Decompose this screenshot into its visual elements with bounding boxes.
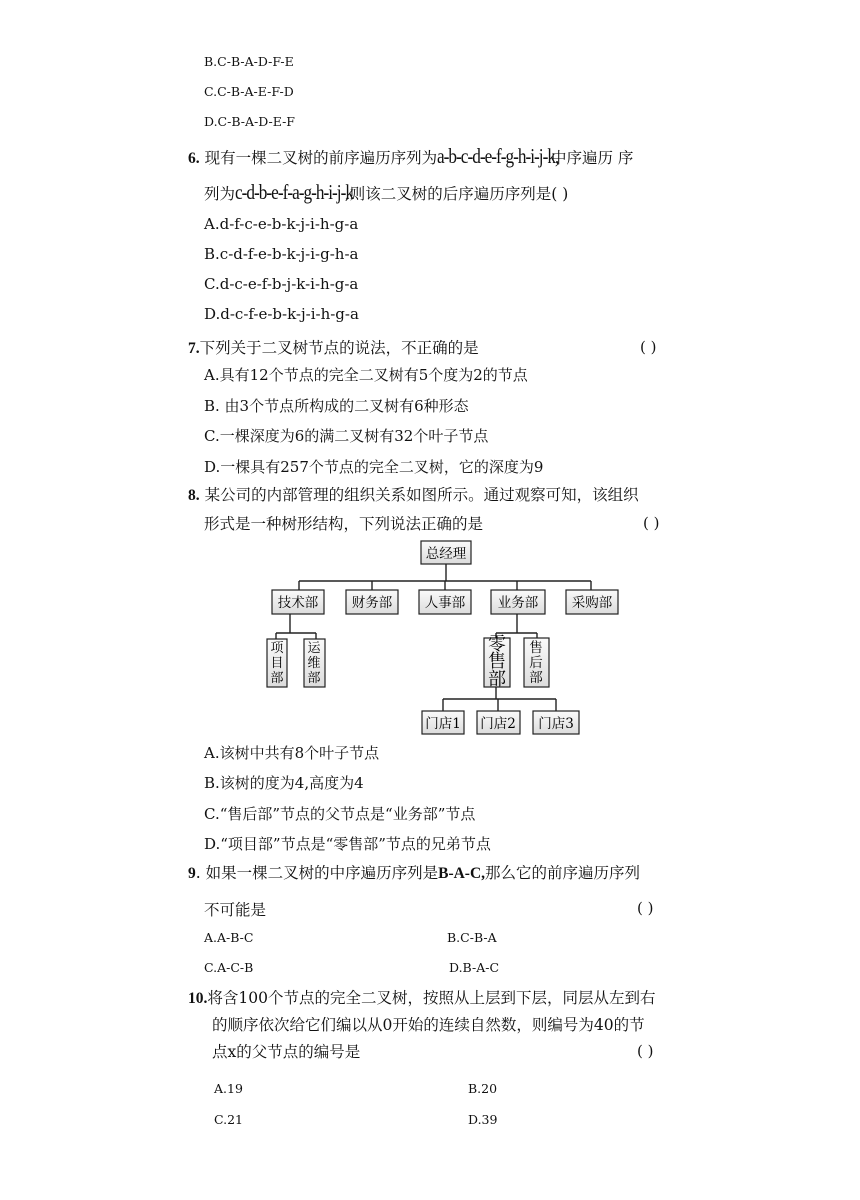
org-dept-hr: 人事部 [424,595,466,611]
org-dept-finance: 财务部 [351,595,393,611]
q6-option-d: D.d-c-f-e-b-k-j-i-h-g-a [204,305,359,323]
q6-inorder-seq: c-d-b-e-f-a-g-h-i-j-k [235,180,353,204]
q9-inorder-seq: B-A-C, [438,865,486,882]
q7-number: 7. [188,340,200,357]
q10-option-c: C.21 [214,1112,243,1127]
q10-number: 10. [188,990,208,1007]
q10-stem-line3: 点x的父节点的编号是 [212,1043,361,1061]
q6-text-3: 列为 [204,185,236,203]
org-store-1: 门店1 [425,716,461,732]
q7-option-d: D.一棵具有257个节点的完全二叉树，它的深度为9 [204,458,544,476]
q9-option-d: D.B-A-C [449,960,500,975]
q6-text-4: ,则该二叉树的后序遍历序列是( ) [344,185,569,203]
org-chart [0,535,860,745]
q6-number: 6. [188,150,200,167]
q7-text: 下列关于二叉树节点的说法，不正确的是 [199,339,479,357]
org-project-char3: 部 [270,671,284,686]
q6-option-b: B.c-d-f-e-b-k-j-i-g-h-a [204,245,359,263]
org-project-char1: 项 [270,641,284,656]
org-dept-tech: 技术部 [277,595,319,611]
q9-answer-paren: ( ) [637,899,654,917]
q5-option-d: D.C-B-A-D-E-F [204,114,295,129]
q6-option-c: C.d-c-e-f-b-j-k-i-h-g-a [204,275,359,293]
q6-text-2: 中序遍历 序 [550,149,634,167]
q10-option-b: B.20 [468,1081,498,1096]
org-retail-char2: 售 [488,651,506,672]
q8-text-1: 某公司的内部管理的组织关系如图所示。通过观察可知，该组织 [204,486,639,504]
org-ops-char2: 维 [307,656,321,671]
org-store-2: 门店2 [480,716,516,732]
q6-preorder-seq: a-b-c-d-e-f-g-h-i-j-k, [437,144,559,168]
q9-text-1: . 如果一棵二叉树的中序遍历序列是 [195,864,439,882]
org-retail-char3: 部 [488,669,506,690]
q7-answer-paren: ( ) [640,338,657,356]
q10-stem-line2: 的顺序依次给它们编以从0开始的连续自然数，则编号为40的节 [212,1016,645,1034]
q7-stem [188,338,479,359]
q10-text-1: 将含100个节点的完全二叉树，按照从上层到下层，同层从左到右 [207,989,656,1007]
q7-option-b: B. 由3个节点所构成的二叉树有6种形态 [204,397,469,415]
org-root: 总经理 [425,546,467,562]
q10-stem-line1 [188,988,655,1009]
q8-stem-line2: 形式是一种树形结构，下列说法正确的是 [204,515,484,533]
org-ops-char1: 运 [307,641,321,656]
q10-answer-paren: ( ) [637,1042,654,1060]
org-aftersales-char1: 售 [529,640,543,656]
q9-stem-line1 [188,863,640,884]
q5-option-c: C.C-B-A-E-F-D [204,84,294,99]
q9-option-a: A.A-B-C [204,930,254,945]
q8-option-a: A.该树中共有8个叶子节点 [204,744,380,762]
org-retail-char1: 零 [488,634,506,655]
org-project-char2: 目 [270,656,284,671]
org-dept-purchasing: 采购部 [571,595,613,611]
q8-option-b: B.该树的度为4,高度为4 [204,774,364,792]
org-aftersales-char3: 部 [529,670,543,686]
q9-stem-line2: 不可能是 [204,901,267,919]
q8-stem-line1 [188,485,639,506]
org-store-3: 门店3 [538,716,574,732]
q7-option-a: A.具有12个节点的完全二叉树有5个度为2的节点 [204,366,528,384]
q5-option-b: B.C-B-A-D-F-E [204,54,294,69]
org-aftersales-char2: 后 [529,655,543,671]
org-ops-char3: 部 [307,671,321,686]
q10-option-a: A.19 [214,1081,243,1096]
q9-text-2: 那么它的前序遍历序列 [485,864,641,882]
q9-option-c: C.A-C-B [204,960,254,975]
q8-number: 8. [188,487,200,504]
org-dept-sales: 业务部 [497,595,539,611]
q6-stem-line1 [188,144,633,171]
q6-text-1: 现有一棵二叉树的前序遍历序列为 [204,149,438,167]
q6-stem-line2 [204,180,568,206]
q7-option-c: C.一棵深度为6的满二叉树有32个叶子节点 [204,427,489,445]
q8-option-c: C.“售后部”节点的父节点是“业务部”节点 [204,805,476,823]
q9-number: 9 [188,865,196,882]
q8-option-d: D.“项目部”节点是“零售部”节点的兄弟节点 [204,835,491,853]
q10-option-d: D.39 [468,1112,498,1127]
q8-answer-paren: ( ) [643,514,660,532]
q9-option-b: B.C-B-A [447,930,497,945]
q6-option-a: A.d-f-c-e-b-k-j-i-h-g-a [204,215,359,233]
